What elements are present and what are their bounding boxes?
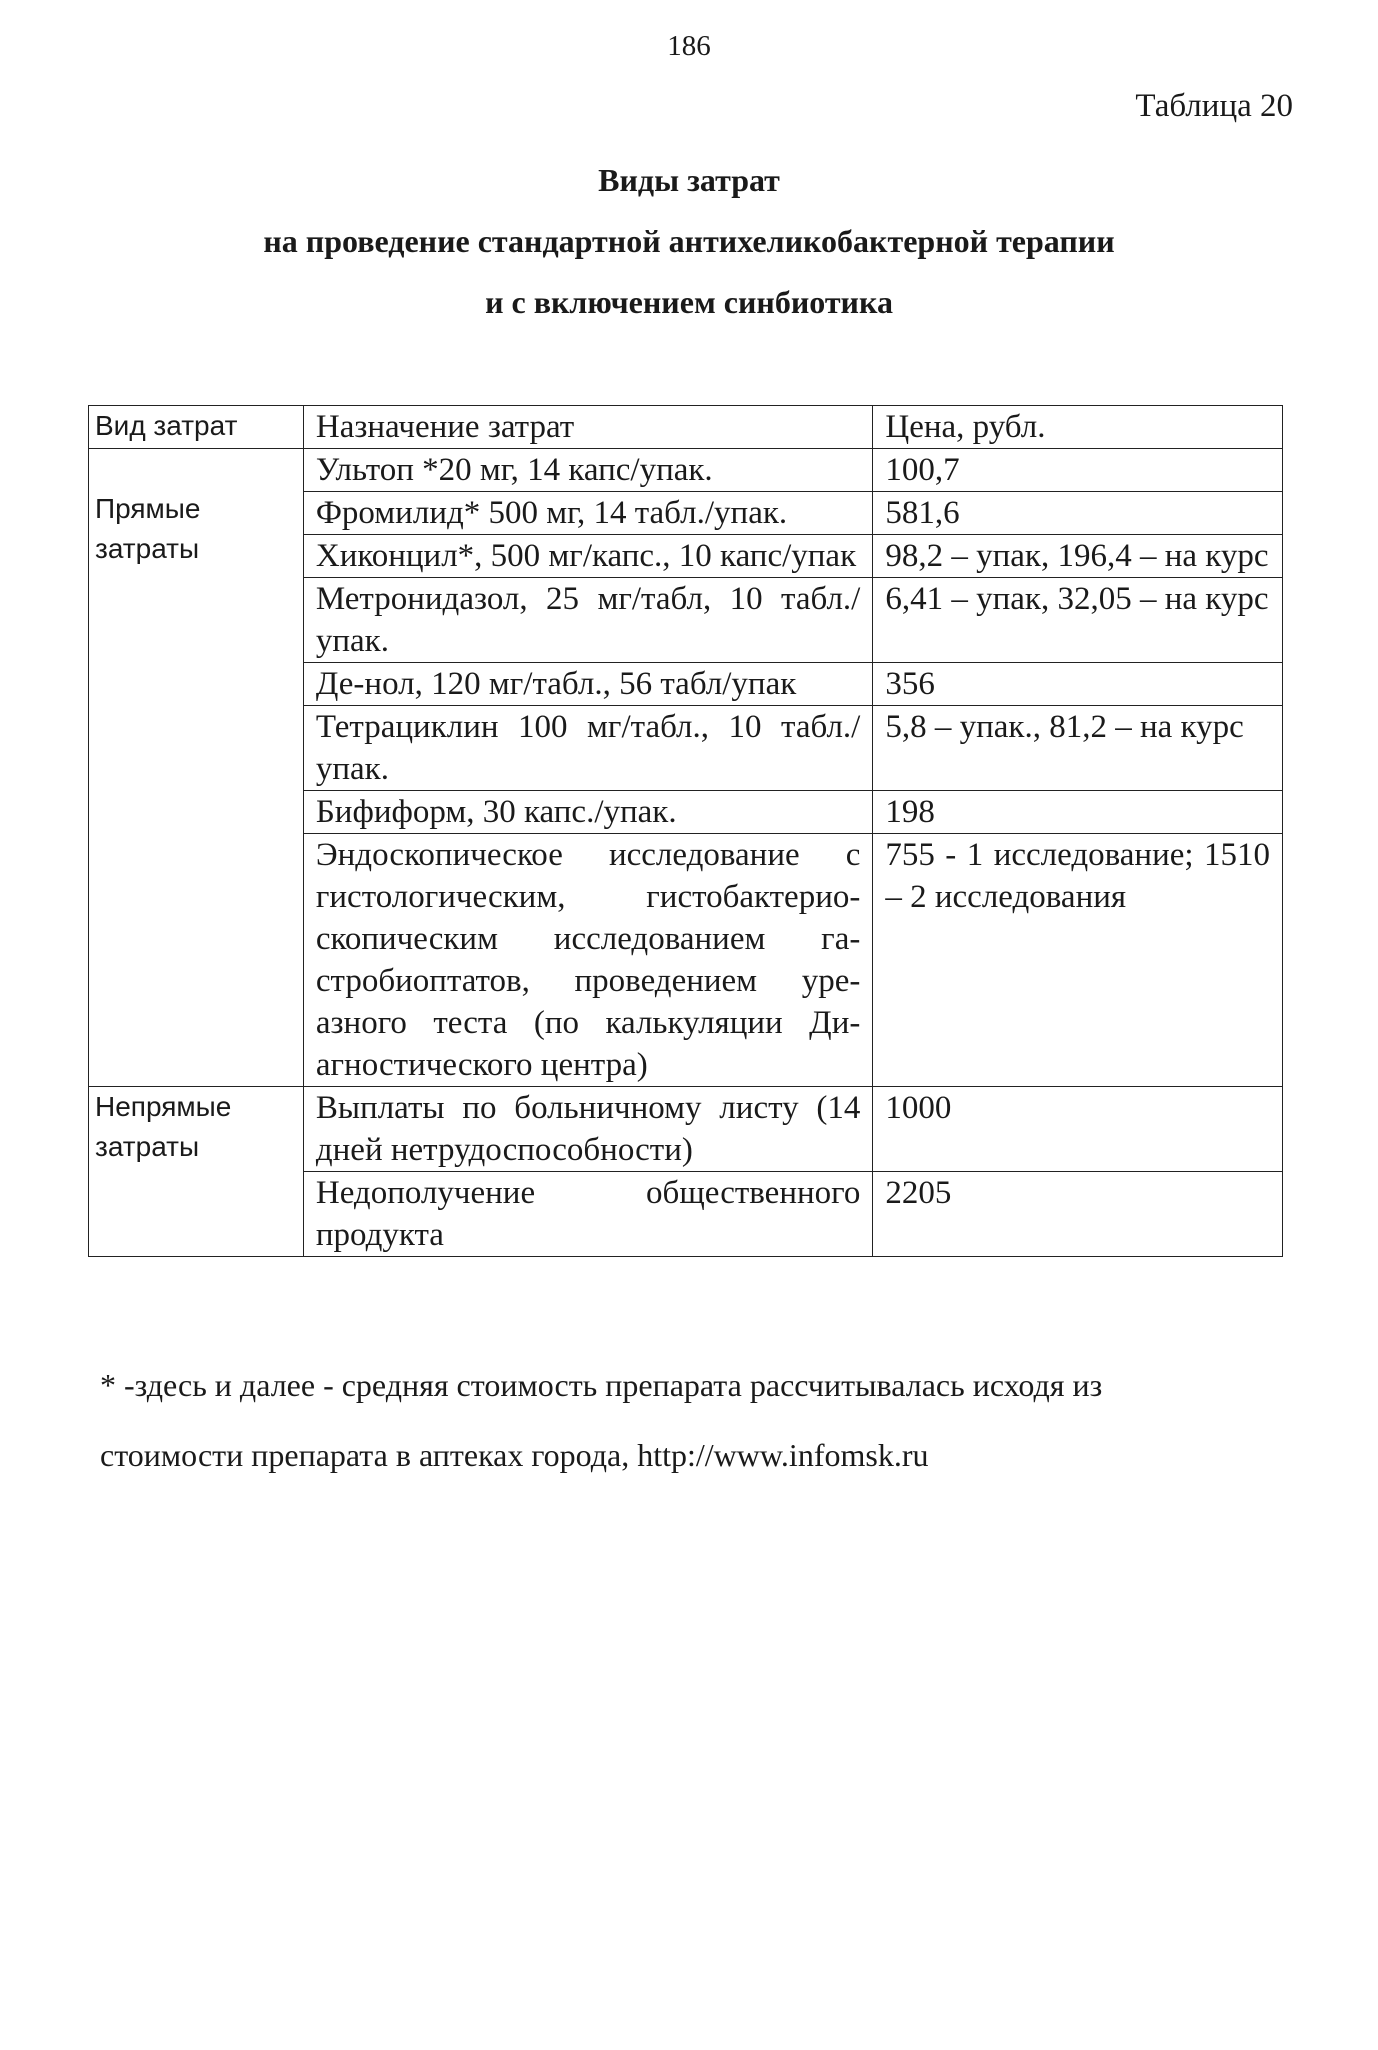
table-label: Таблица 20 bbox=[1135, 88, 1293, 124]
price-cell: 198 bbox=[873, 791, 1283, 834]
purpose-cell: Тетрациклин 100 мг/табл., 10 табл./упак. bbox=[303, 706, 873, 791]
table-header-row bbox=[89, 406, 1283, 449]
price-cell: 98,2 – упак, 196,4 – на курс bbox=[873, 535, 1283, 578]
indirect-costs-label: Непрямые затраты bbox=[89, 1087, 304, 1257]
price-cell: 356 bbox=[873, 663, 1283, 706]
purpose-cell: Фромилид* 500 мг, 14 табл./упак. bbox=[303, 492, 873, 535]
price-cell: 1000 bbox=[873, 1087, 1283, 1172]
purpose-cell: Хиконцил*, 500 мг/капс., 10 капс/упак bbox=[303, 535, 873, 578]
header-purpose: Назначение затрат bbox=[303, 406, 873, 449]
purpose-cell: Метронидазол, 25 мг/табл, 10 табл./упак. bbox=[303, 578, 873, 663]
price-cell: 755 - 1 исследование; 1510 – 2 исследования bbox=[873, 834, 1283, 1087]
footnote-line-1: * -здесь и далее - средняя стоимость препарата рассчитывалась исходя из bbox=[100, 1367, 1103, 1403]
price-cell: 5,8 – упак., 81,2 – на курс bbox=[873, 706, 1283, 791]
header-cost-type: Вид затрат bbox=[89, 406, 304, 449]
price-cell: 6,41 – упак, 32,05 – на курс bbox=[873, 578, 1283, 663]
purpose-cell: Выплаты по больничному листу (14 дней нетрудоспособности) bbox=[303, 1087, 873, 1172]
purpose-cell: Ультоп *20 мг, 14 капс/упак. bbox=[303, 449, 873, 492]
costs-table bbox=[88, 405, 1283, 1257]
footnote-line-2: стоимости препарата в аптеках города, http://www.infomsk.ru bbox=[100, 1437, 929, 1473]
page-number: 186 bbox=[667, 30, 711, 62]
purpose-cell: Эндоскопическое исследование с гистологическим, гистобактериоскопическим исследованием гастробиоптатов, проведением уреазного теста (по калькуляции Диагностического центра) bbox=[303, 834, 873, 1087]
header-price: Цена, рубл. bbox=[873, 406, 1283, 449]
table-title bbox=[0, 150, 1378, 333]
purpose-cell: Де-нол, 120 мг/табл., 56 табл/упак bbox=[303, 663, 873, 706]
purpose-cell: Бифиформ, 30 капс./упак. bbox=[303, 791, 873, 834]
title-line-3: и с включением синбиотика bbox=[485, 284, 893, 320]
price-cell: 100,7 bbox=[873, 449, 1283, 492]
title-line-1: Виды затрат bbox=[598, 162, 780, 198]
price-cell: 581,6 bbox=[873, 492, 1283, 535]
purpose-cell: Недополучение общественного продукта bbox=[303, 1172, 873, 1257]
title-line-2: на проведение стандартной антихеликобактерной терапии bbox=[263, 223, 1115, 259]
direct-costs-label: Прямые затраты bbox=[89, 449, 304, 1087]
price-cell: 2205 bbox=[873, 1172, 1283, 1257]
footnote bbox=[100, 1350, 1260, 1490]
table-row bbox=[89, 449, 1283, 492]
table-row bbox=[89, 1087, 1283, 1172]
